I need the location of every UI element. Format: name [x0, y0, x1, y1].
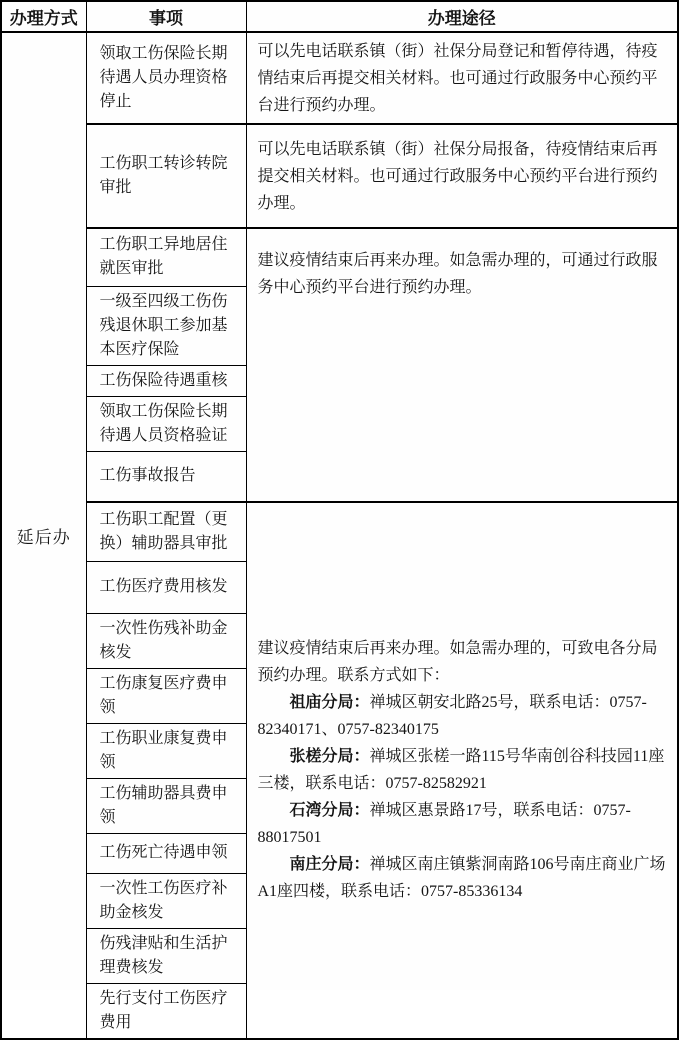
item-cell: 工伤职工配置（更换）辅助器具审批	[86, 502, 246, 561]
item-cell: 工伤康复医疗费申领	[86, 668, 246, 723]
channel-paragraph: 可以先电话联系镇（街）社保分局报备，待疫情结束后再提交相关材料。也可通过行政服务中心预约平台进行预约办理。	[257, 140, 658, 212]
item-cell: 领取工伤保险长期待遇人员办理资格停止	[86, 32, 246, 124]
item-cell: 工伤职工异地居住就医审批	[86, 228, 246, 286]
item-row	[1, 228, 678, 286]
channel-cell	[246, 32, 678, 124]
branch-name-zhangcha: 张槎分局：	[289, 748, 370, 766]
branch-info: 禅城区惠景路17号，联系电话：0757-88017501	[257, 802, 631, 847]
item-cell: 工伤死亡待遇申领	[86, 833, 246, 873]
channel-paragraph: 建议疫情结束后再来办理。如急需办理的，可致电各分局预约办理。联系方式如下：	[257, 640, 658, 685]
channel-paragraph	[258, 743, 669, 797]
item-row	[1, 124, 678, 228]
channel-paragraph	[258, 797, 669, 851]
item-cell: 工伤职业康复费申领	[86, 723, 246, 778]
channel-paragraph	[258, 851, 669, 905]
item-cell: 工伤职工转诊转院审批	[86, 124, 246, 228]
branch-name-shiwan: 石湾分局：	[289, 802, 370, 820]
item-cell: 伤残津贴和生活护理费核发	[86, 928, 246, 983]
header-row	[1, 1, 678, 32]
col-header-channel: 办理途径	[246, 1, 678, 32]
channel-paragraph	[258, 689, 669, 743]
branch-info: 禅城区张槎一路115号华南创谷科技园11座三楼，联系电话：0757-82582921	[257, 748, 665, 793]
branch-name-nanzhuang: 南庄分局：	[289, 856, 370, 874]
item-cell: 一级至四级工伤伤残退休职工参加基本医疗保险	[86, 286, 246, 365]
channel-paragraph: 可以先电话联系镇（街）社保分局登记和暂停待遇，待疫情结束后再提交相关材料。也可通过行政服务中心预约平台进行预约办理。	[257, 42, 658, 114]
item-cell: 领取工伤保险长期待遇人员资格验证	[86, 396, 246, 451]
item-cell: 工伤事故报告	[86, 451, 246, 502]
branch-name-zumiao: 祖庙分局：	[289, 694, 370, 712]
item-row	[1, 502, 678, 561]
item-row	[1, 32, 678, 124]
channel-cell	[246, 502, 678, 1039]
col-header-method: 办理方式	[1, 1, 86, 32]
channel-paragraph: 建议疫情结束后再来办理。如急需办理的，可通过行政服务中心预约平台进行预约办理。	[257, 252, 658, 296]
item-cell: 先行支付工伤医疗费用	[86, 983, 246, 1039]
item-cell: 工伤辅助器具费申领	[86, 778, 246, 833]
item-cell: 一次性伤残补助金核发	[86, 613, 246, 668]
branch-info: 禅城区南庄镇紫洞南路106号南庄商业广场A1座四楼，联系电话：0757-85336134	[257, 856, 666, 901]
item-cell: 一次性工伤医疗补助金核发	[86, 873, 246, 928]
channel-cell	[246, 124, 678, 228]
item-cell: 工伤保险待遇重核	[86, 365, 246, 396]
channel-cell	[246, 228, 678, 502]
branch-info: 禅城区朝安北路25号，联系电话：0757-82340171、0757-82340175	[257, 694, 647, 739]
col-header-item: 事项	[86, 1, 246, 32]
item-cell: 工伤医疗费用核发	[86, 561, 246, 613]
method-cell: 延后办	[1, 32, 86, 1039]
